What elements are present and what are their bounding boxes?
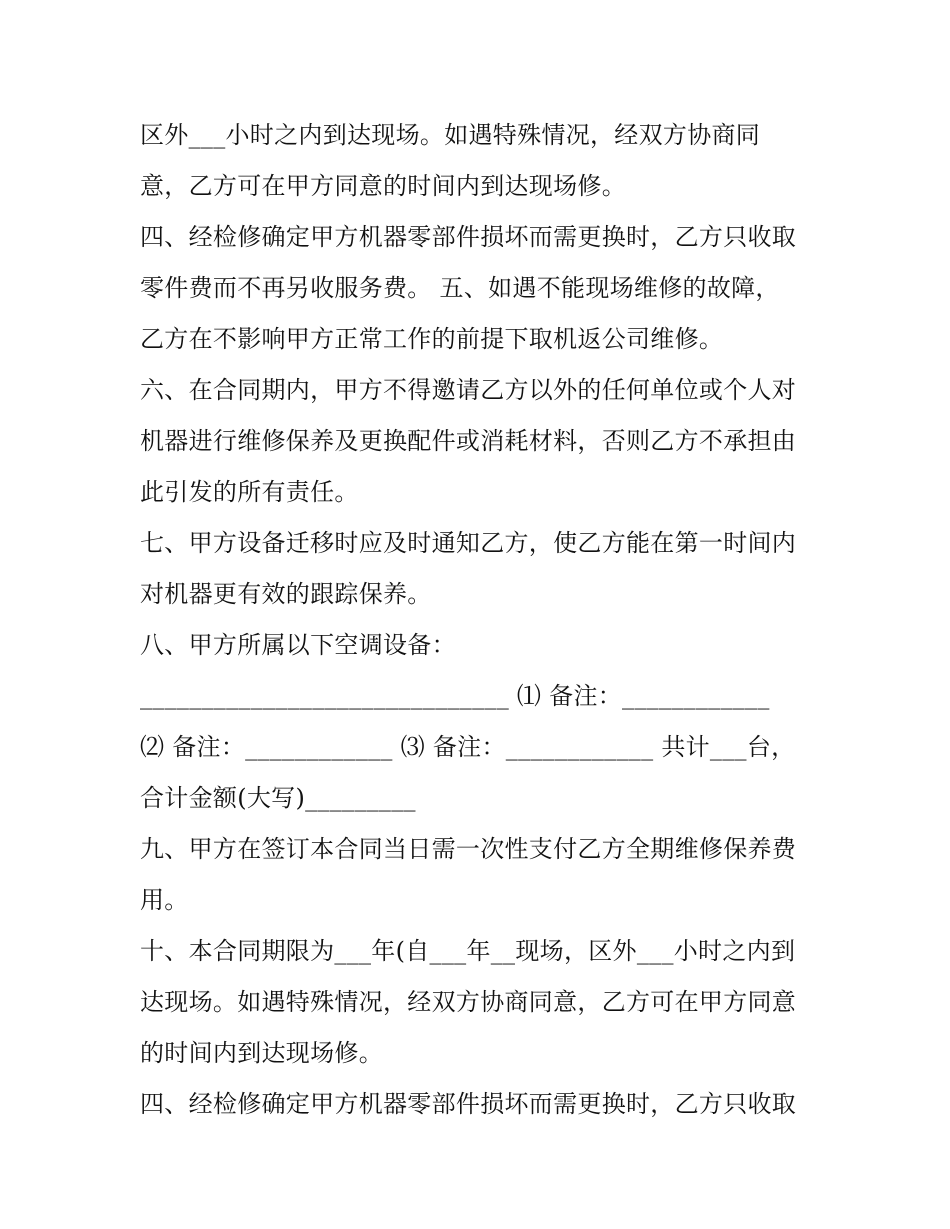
text-line: 九、甲方在签订本合同当日需一次性支付乙方全期维修保养费 (140, 835, 797, 863)
text-line: 乙方在不影响甲方正常工作的前提下取机返公司维修。 (140, 325, 724, 353)
text-line: ⑵ 备注：____________ ⑶ 备注：____________ 共计___台， (140, 733, 796, 761)
text-line: 达现场。如遇特殊情况，经双方协商同意，乙方可在甲方同意 (140, 988, 797, 1016)
text-line: 的时间内到达现场修。 (140, 1039, 383, 1067)
contract-text (140, 110, 820, 1130)
text-line: 七、甲方设备迁移时应及时通知乙方，使乙方能在第一时间内 (140, 529, 797, 557)
text-line: 四、经检修确定甲方机器零部件损坏而需更换时，乙方只收取 (140, 1090, 797, 1118)
text-line: 区外___小时之内到达现场。如遇特殊情况，经双方协商同 (140, 121, 761, 149)
text-line: 意，乙方可在甲方同意的时间内到达现场修。 (140, 172, 626, 200)
text-line: 零件费而不再另收服务费。 五、如遇不能现场维修的故障， (140, 274, 780, 302)
text-line: 六、在合同期内，甲方不得邀请乙方以外的任何单位或个人对 (140, 376, 797, 404)
text-line: 合计金额(大写)_________ (140, 784, 416, 812)
text-line: 此引发的所有责任。 (140, 478, 359, 506)
text-line: 四、经检修确定甲方机器零部件损坏而需更换时，乙方只收取 (140, 223, 797, 251)
text-line: ______________________________ ⑴ 备注：____________ (140, 682, 770, 710)
text-line: 用。 (140, 886, 189, 914)
text-line: 八、甲方所属以下空调设备： (140, 631, 456, 659)
text-line: 对机器更有效的跟踪保养。 (140, 580, 432, 608)
text-line: 十、本合同期限为___年(自___年__现场，区外___小时之内到 (140, 937, 796, 965)
text-line: 机器进行维修保养及更换配件或消耗材料，否则乙方不承担由 (140, 427, 797, 455)
